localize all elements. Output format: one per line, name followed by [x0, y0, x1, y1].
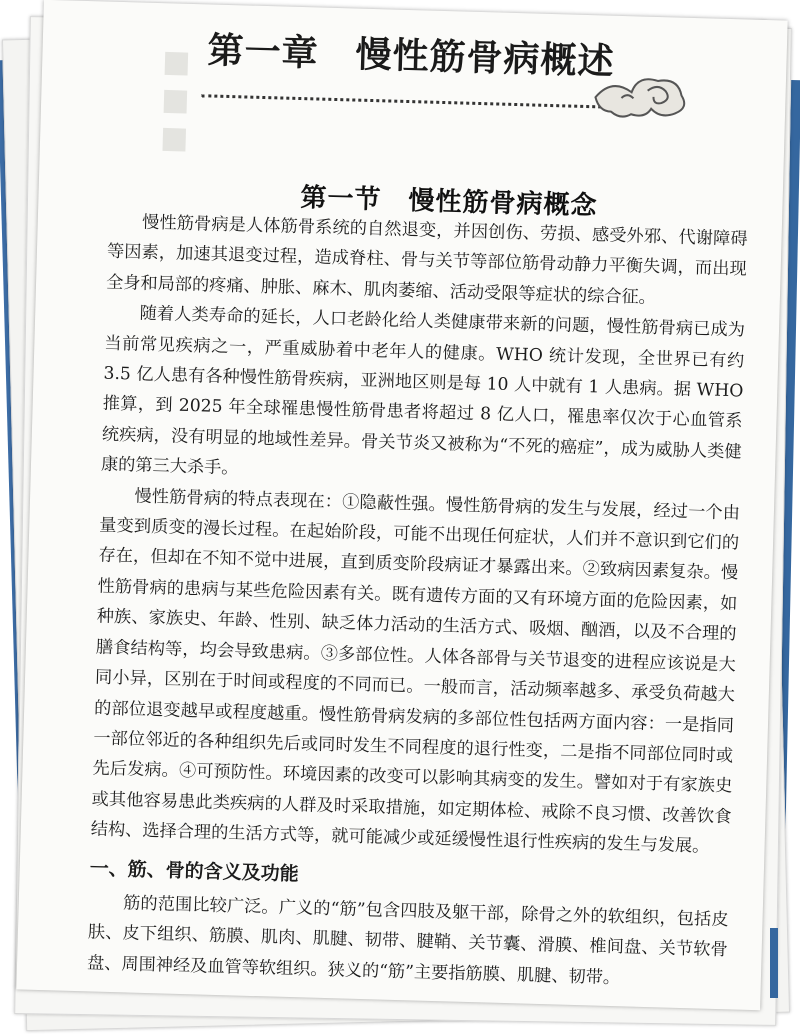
auspicious-cloud-icon	[591, 67, 692, 124]
paragraph-4: 筋的范围比较广泛。广义的“筋”包含四肢及躯干部，除骨之外的软组织，包括皮肤、皮下组织、筋膜、肌肉、肌腱、韧带、腱鞘、关节囊、滑膜、椎间盘、关节软骨盘、周围神经及血管等软组织。狭义的“筋”主要指筋膜、肌腱、韧带。	[86, 893, 729, 989]
dotted-divider	[201, 94, 601, 108]
subheading: 一、筋、骨的含义及功能	[89, 856, 299, 885]
book-page	[16, 0, 787, 1010]
body-text	[87, 207, 748, 997]
paragraph-1: 慢性筋骨病是人体筋骨系统的自然退变，并因创伤、劳损、感受外邪、代谢障碍等因素，加速其退变过程，造成脊柱、骨与关节等部位筋骨动静力平衡失调，而出现全身和局部的疼痛、肿胀、麻木、肌肉萎缩、活动受限等症状的综合征。	[105, 212, 748, 308]
paragraph-2: 随着人类寿命的延长，人口老龄化给人类健康带来新的问题，慢性筋骨病已成为当前常见疾病之一，严重威胁着中老年人的健康。WHO 统计发现，全世界已有约 3.5 亿人患有各种慢性筋骨疾病，亚洲地区则是每 10 人中就有 1 人患病。据 WHO 推算，到 2025 年全球罹患慢性筋骨患者将超过 8 亿人口，罹患率仅次于心血管系统疾病，没有明显的地域性差异。骨关节炎又被称为“不死的癌症”，成为威胁人类健康的第三大杀手。	[100, 303, 746, 479]
show-through-text: ■ ■ ■	[159, 44, 192, 156]
book-edge-corner	[770, 928, 778, 998]
paragraph-3: 慢性筋骨病的特点表现在：①隐蔽性强。慢性筋骨病的发生与发展，经过一个由量变到质变的漫长过程。在起始阶段，可能不出现任何症状，人们并不意识到它们的存在，但却在不知不觉中进展，直到质变阶段病证才暴露出来。②致病因素复杂。慢性筋骨病的患病与某些危险因素有关。既有遗传方面的又有环境方面的危险因素，如种族、家族史、年龄、性别、缺乏体力活动的生活方式、吸烟、酗酒，以及不合理的膳食结构等，均会导致患病。③多部位性。人体各部骨与关节退变的进程应该说是大同小异，区别在于时间或程度的不同而已。一般而言，活动频率越多、承受负荷越大的部位退变越早或程度越重。慢性筋骨病发病的多部位性包括两方面内容：一是指同一部位邻近的各种组织先后或同时发生不同程度的退行性变，二是指不同部位同时或先后发病。④可预防性。环境因素的改变可以影响其病变的发生。譬如对于有家族史或其他容易患此类疾病的人群及时采取措施，如定期体检、戒除不良习惯、改善饮食结构、选择合理的生活方式等，就可能减少或延缓慢性退行性疾病的发生与发展。	[90, 486, 741, 857]
chapter-title: 第一章 慢性筋骨病概述	[207, 29, 616, 83]
section-title: 第一节 慢性筋骨病概念	[300, 183, 598, 222]
